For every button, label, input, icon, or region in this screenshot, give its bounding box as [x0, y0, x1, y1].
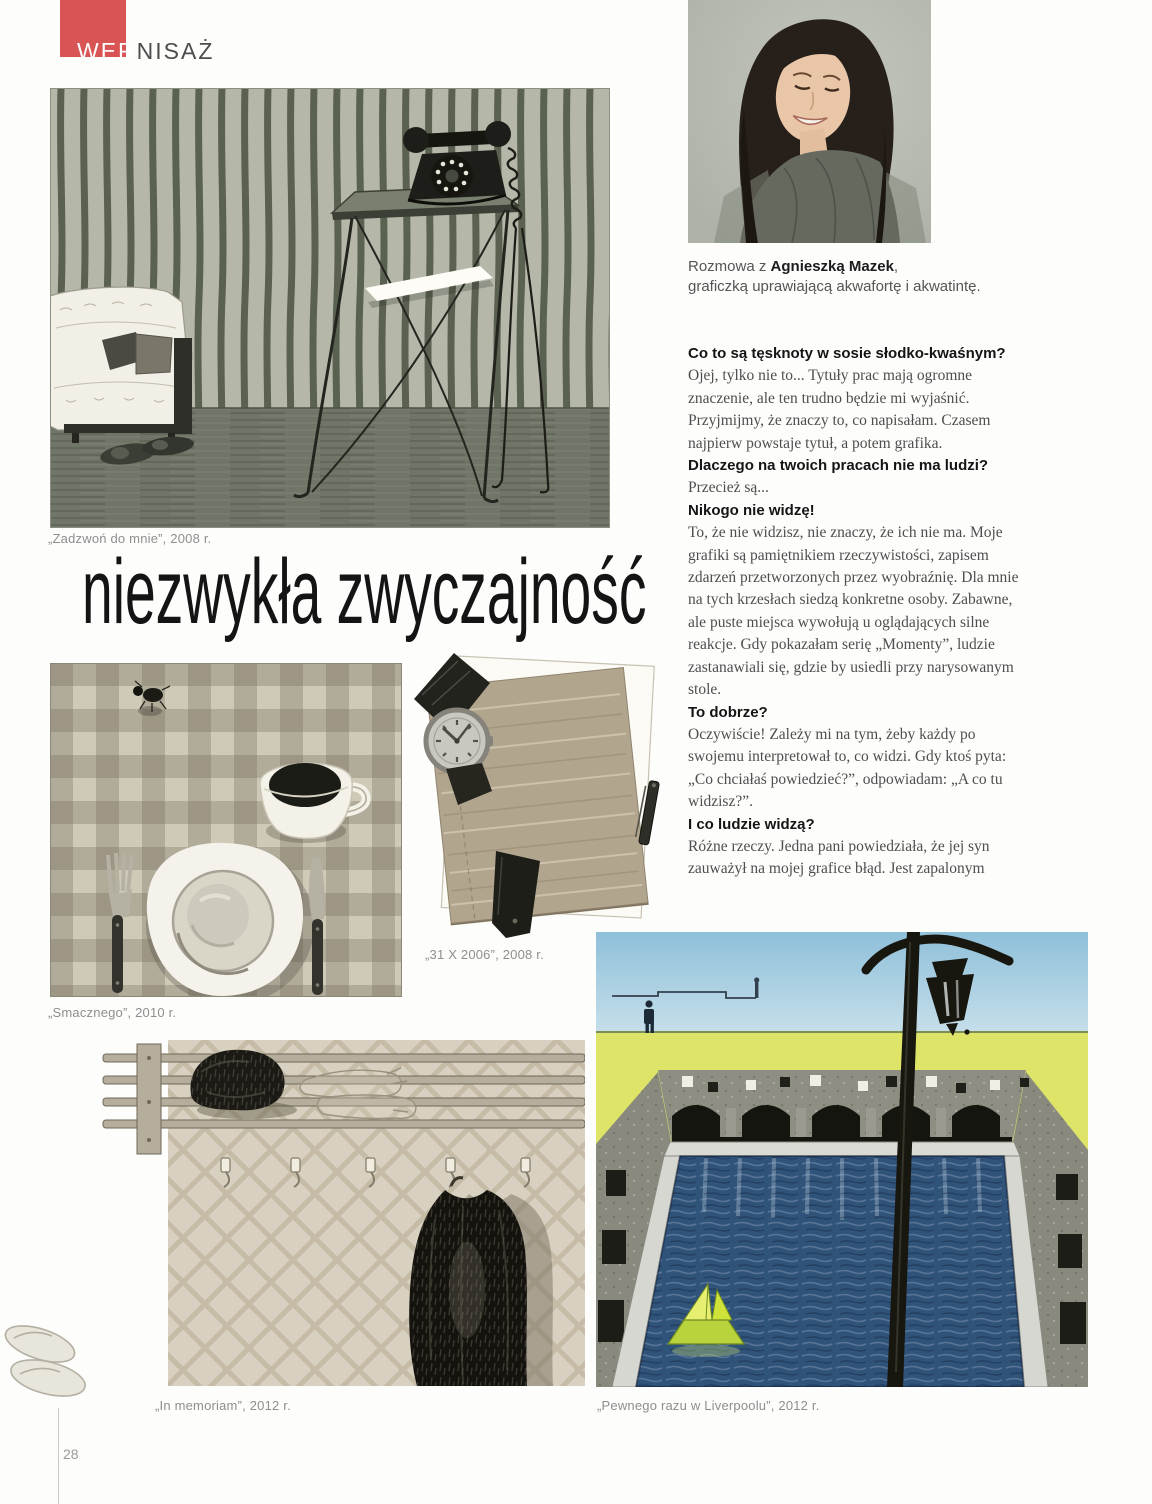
intro-prefix: Rozmowa z [688, 258, 771, 275]
artwork-coat [95, 1040, 585, 1386]
article-headline: niezwykła zwyczajność [82, 541, 647, 643]
coat-illustration [95, 1040, 585, 1386]
caption-coat: „In memoriam”, 2012 r. [155, 1398, 291, 1413]
fur-coat [409, 1178, 553, 1386]
intro-text [688, 257, 998, 297]
section-title-suffix: NISAŻ [136, 38, 215, 64]
table-setting-illustration [50, 663, 402, 997]
question: Nikogo nie widzę! [688, 501, 815, 519]
section-title [77, 38, 214, 65]
page-number: 28 [63, 1446, 79, 1462]
artwork-phone-room-illustration [50, 88, 610, 528]
caption-liverpool: „Pewnego razu w Liverpoolu”, 2012 r. [597, 1398, 820, 1413]
artwork-table-setting [50, 663, 402, 997]
footer-rule [58, 1408, 59, 1504]
answer: Różne rzeczy. Jedna pani powiedziała, że jej syn zauważył na mojej grafice błąd. Jest zapalonym [688, 837, 990, 878]
liverpool-illustration [596, 932, 1088, 1387]
answer: Przecież są... [688, 479, 769, 497]
interview-column [688, 343, 1028, 881]
answer: To, że nie widzisz, nie znaczy, że ich nie ma. Moje grafiki są pamiętnikiem rzeczywistości, zapisem zdarzeń przetworzonych przez wyobraźnię. Dla mnie na tych krzesłach siedzą konkretne osoby. Zabawne, ale puste miejsca wywołują u oglądających silne reakcje. Gdy pokazałam serię „Momenty”, ludzie zastanawiali się, gdzie by usiedli przy narysowanym stole. [688, 524, 1019, 699]
question: I co ludzie widzą? [688, 815, 815, 833]
question: Dlaczego na twoich pracach nie ma ludzi? [688, 457, 989, 475]
watch-illustration [400, 633, 670, 938]
question: Co to są tęsknoty w sosie słodko-kwaśnym? [688, 345, 1006, 362]
artwork-phone-room [50, 88, 610, 528]
sofa [50, 287, 192, 443]
answer: Oczywiście! Zależy mi na tym, żeby każdy po swojemu interpretował to, co widzi. Gdy ktoś pyta: „Co chciałaś powiedzieć?”, odpowiadam: „A co tu widzisz?”. [688, 725, 1007, 811]
answer: Ojej, tylko nie to... Tytuły prac mają ogromne znaczenie, ale ten trudno będzie mi wyjaśnić. Przyjmijmy, że znaczy to, co napisałam. Czasem najpierw powstaje tytuł, a potem grafika. [688, 367, 991, 452]
artwork-liverpool [596, 932, 1088, 1387]
caption-phone-room: „Zadzwoń do mnie”, 2008 r. [48, 531, 212, 546]
watch-strap-bottom [492, 851, 540, 938]
slippers-sketch-illustration [2, 1316, 94, 1408]
portrait-photo [688, 0, 931, 243]
portrait-illustration [688, 0, 931, 243]
question: To dobrze? [688, 703, 768, 721]
interviewee-name: Agnieszką Mazek [770, 258, 894, 275]
section-title-prefix: WER [77, 38, 137, 64]
intro-after-name: , [893, 258, 899, 275]
caption-table-setting: „Smacznego”, 2010 r. [48, 1005, 177, 1020]
artwork-watch [400, 633, 670, 938]
intro-line2: graficzką uprawiającą akwafortę i akwatintę. [688, 278, 981, 295]
slippers-sketch [2, 1316, 94, 1408]
sky [596, 932, 1088, 1034]
caption-watch: „31 X 2006”, 2008 r. [425, 947, 544, 962]
watch-face [426, 710, 493, 805]
